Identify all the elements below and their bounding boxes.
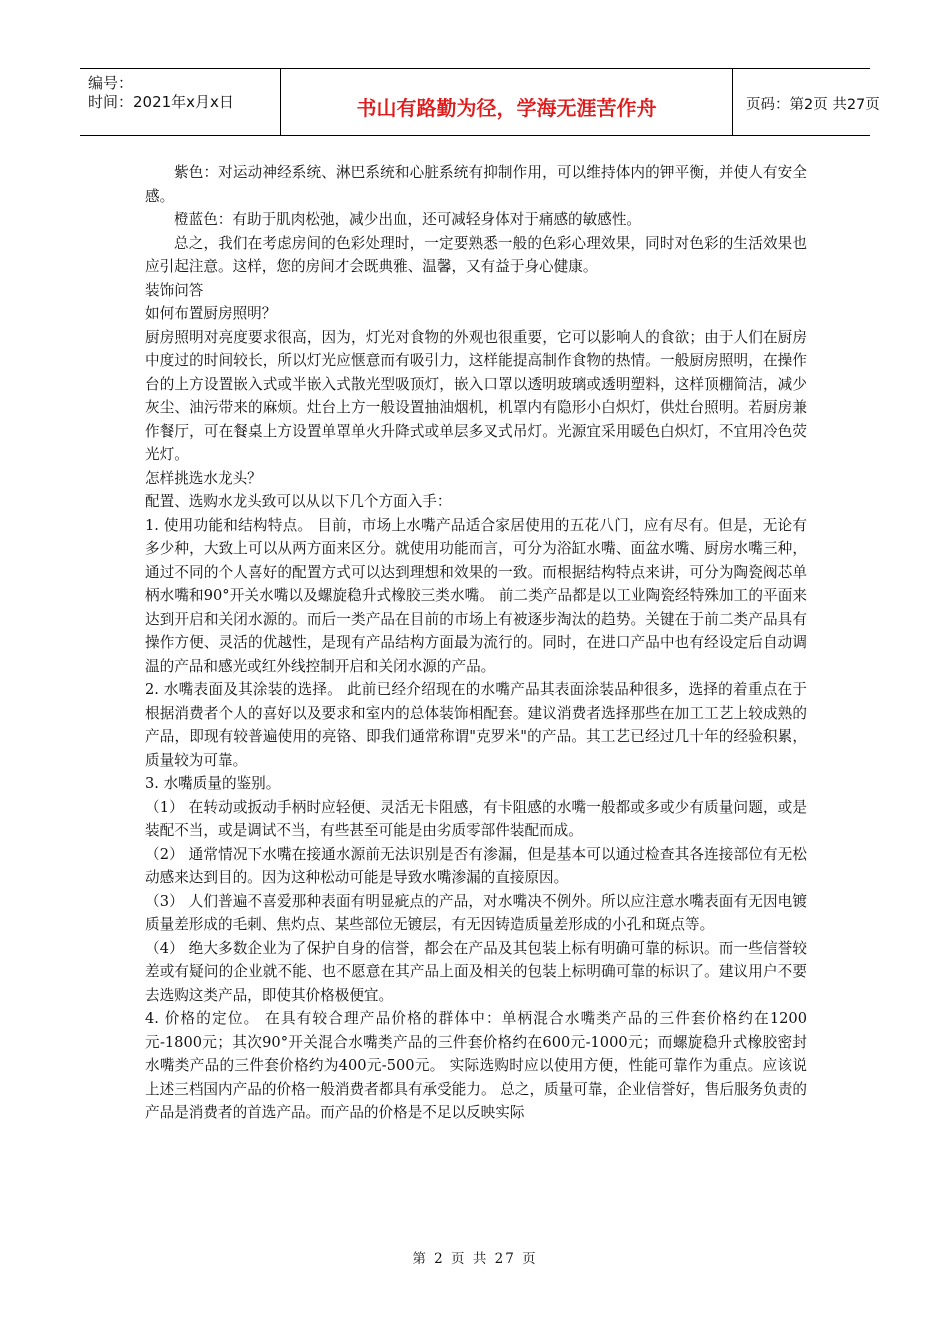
quality-item-3: （3） 人们普遍不喜爱那种表面有明显疵点的产品，对水嘴决不例外。所以应注意水嘴表面有无因电镀质量差形成的毛刺、焦灼点、某些部位无镀层，有无因铸造质量差形成的小孔和斑点等。 [145,892,807,933]
document-date: 时间：2021年x月x日 [88,93,234,111]
quality-item-2: （2） 通常情况下水嘴在接通水源前无法识别是否有渗漏，但是基本可以通过检查其各连接部位有无松动感来达到目的。因为这种松动可能是导致水嘴渗漏的直接原因。 [145,845,807,886]
faucet-intro: 配置、选购水龙头致可以从以下几个方面入手： [145,493,452,510]
answer-kitchen-lighting: 厨房照明对亮度要求很高，因为，灯光对食物的外观也很重要，它可以影响人的食欲；由于人们在厨房中度过的时间较长，所以灯光应惬意而有吸引力，这样能提高制作食物的热情。一般厨房照明，在操作台的上方设置嵌入式或半嵌入式散光型吸顶灯，嵌入口罩以透明玻璃或透明塑料，这样顶棚简洁，减少灰尘、油污带来的麻烦。灶台上方一般设置抽油烟机，机罩内有隐形小白炽灯，供灶台照明。若厨房兼作餐厅，可在餐桌上方设置单罩单火升降式或单层多叉式吊灯。光源宜采用暖色白炽灯，不宜用冷色荧光灯。 [145,328,807,463]
page-header [80,68,880,136]
header-page-cell [732,69,880,135]
header-page-code: 页码：第2页 共27页 [746,97,880,113]
faucet-point-4: 4. 价格的定位。 在具有较合理产品价格的群体中：单柄混合水嘴类产品的三件套价格约在1200元-1800元；其次90°开关混合水嘴类产品的三件套价格约在600元-1000元；而螺旋稳升式橡胶密封水嘴类产品的三件套价格约为400元-500元。 实际选购时应以使用方便，性能可靠作为重点。应该说上述三档国内产品的价格一般消费者都具有承受能力。 总之，质量可靠，企业信誉好，售后服务负责的产品是消费者的首选产品。而产品的价格是不足以反映实际 [145,1010,807,1121]
section-heading-decoration-qa: 装饰问答 [145,281,204,299]
document-body [145,161,807,1125]
paragraph-purple: 紫色：对运动神经系统、淋巴系统和心脏系统有抑制作用，可以维持体内的钾平衡，并使人有安全感。 [145,164,807,205]
quality-item-4: （4） 绝大多数企业为了保护自身的信誉，都会在产品及其包装上标有明确可靠的标识。而一些信誉较差或有疑问的企业就不能、也不愿意在其产品上面及相关的包装上标明确可靠的标识了。建议用户不要去选购这类产品，即使其价格极便宜。 [145,939,807,1004]
faucet-point-1: 1. 使用功能和结构特点。 目前，市场上水嘴产品适合家居使用的五花八门，应有尽有。但是，无论有多少种，大致上可以从两方面来区分。就使用功能而言，可分为浴缸水嘴、面盆水嘴、厨房水嘴三种，通过不同的个人喜好的配置方式可以达到理想和效果的一致。而根据结构特点来讲，可分为陶瓷阀芯单柄水嘴和90°开关水嘴以及螺旋稳升式橡胶三类水嘴。 前二类产品都是以工业陶瓷经特殊加工的平面来达到开启和关闭水源的。而后一类产品在目前的市场上有被逐步淘汰的趋势。关键在于前二类产品具有操作方便、灵活的优越性，是现有产品结构方面最为流行的。同时，在进口产品中也有经设定后自动调温的产品和感光或红外线控制开启和关闭水源的产品。 [145,516,807,675]
question-faucet: 怎样挑选水龙头？ [145,469,262,487]
paragraph-orange-blue: 橙蓝色：有助于肌肉松弛，减少出血，还可减轻身体对于痛感的敏感性。 [174,211,642,228]
quality-item-1: （1） 在转动或扳动手柄时应轻便、灵活无卡阻感，有卡阻感的水嘴一般都或多或少有质量问题，或是装配不当，或是调试不当，有些甚至可能是由劣质零部件装配而成。 [145,798,807,839]
footer-page-number: 第 2 页 共 27 页 [412,1251,538,1267]
faucet-point-2: 2. 水嘴表面及其涂装的选择。 此前已经介绍现在的水嘴产品其表面涂装品种很多，选择的着重点在于根据消费者个人的喜好以及要求和室内的总体装饰相配套。建议消费者选择那些在加工工艺上较成熟的产品，即现有较普遍使用的亮铬、即我们通常称谓"克罗米"的产品。其工艺已经过几十年的经验积累，质量较为可靠。 [145,681,807,769]
paragraph-summary: 总之，我们在考虑房间的色彩处理时，一定要熟悉一般的色彩心理效果，同时对色彩的生活效果也应引起注意。这样，您的房间才会既典雅、温馨，又有益于身心健康。 [145,234,807,275]
document-number-label: 编号： [88,74,134,92]
page-footer [0,1247,950,1267]
header-info-cell [80,69,280,135]
question-kitchen-lighting: 如何布置厨房照明？ [145,305,277,322]
header-motto: 书山有路勤为径，学海无涯苦作舟 [356,96,657,120]
header-motto-cell [280,69,733,135]
faucet-point-3: 3. 水嘴质量的鉴别。 [145,775,281,792]
